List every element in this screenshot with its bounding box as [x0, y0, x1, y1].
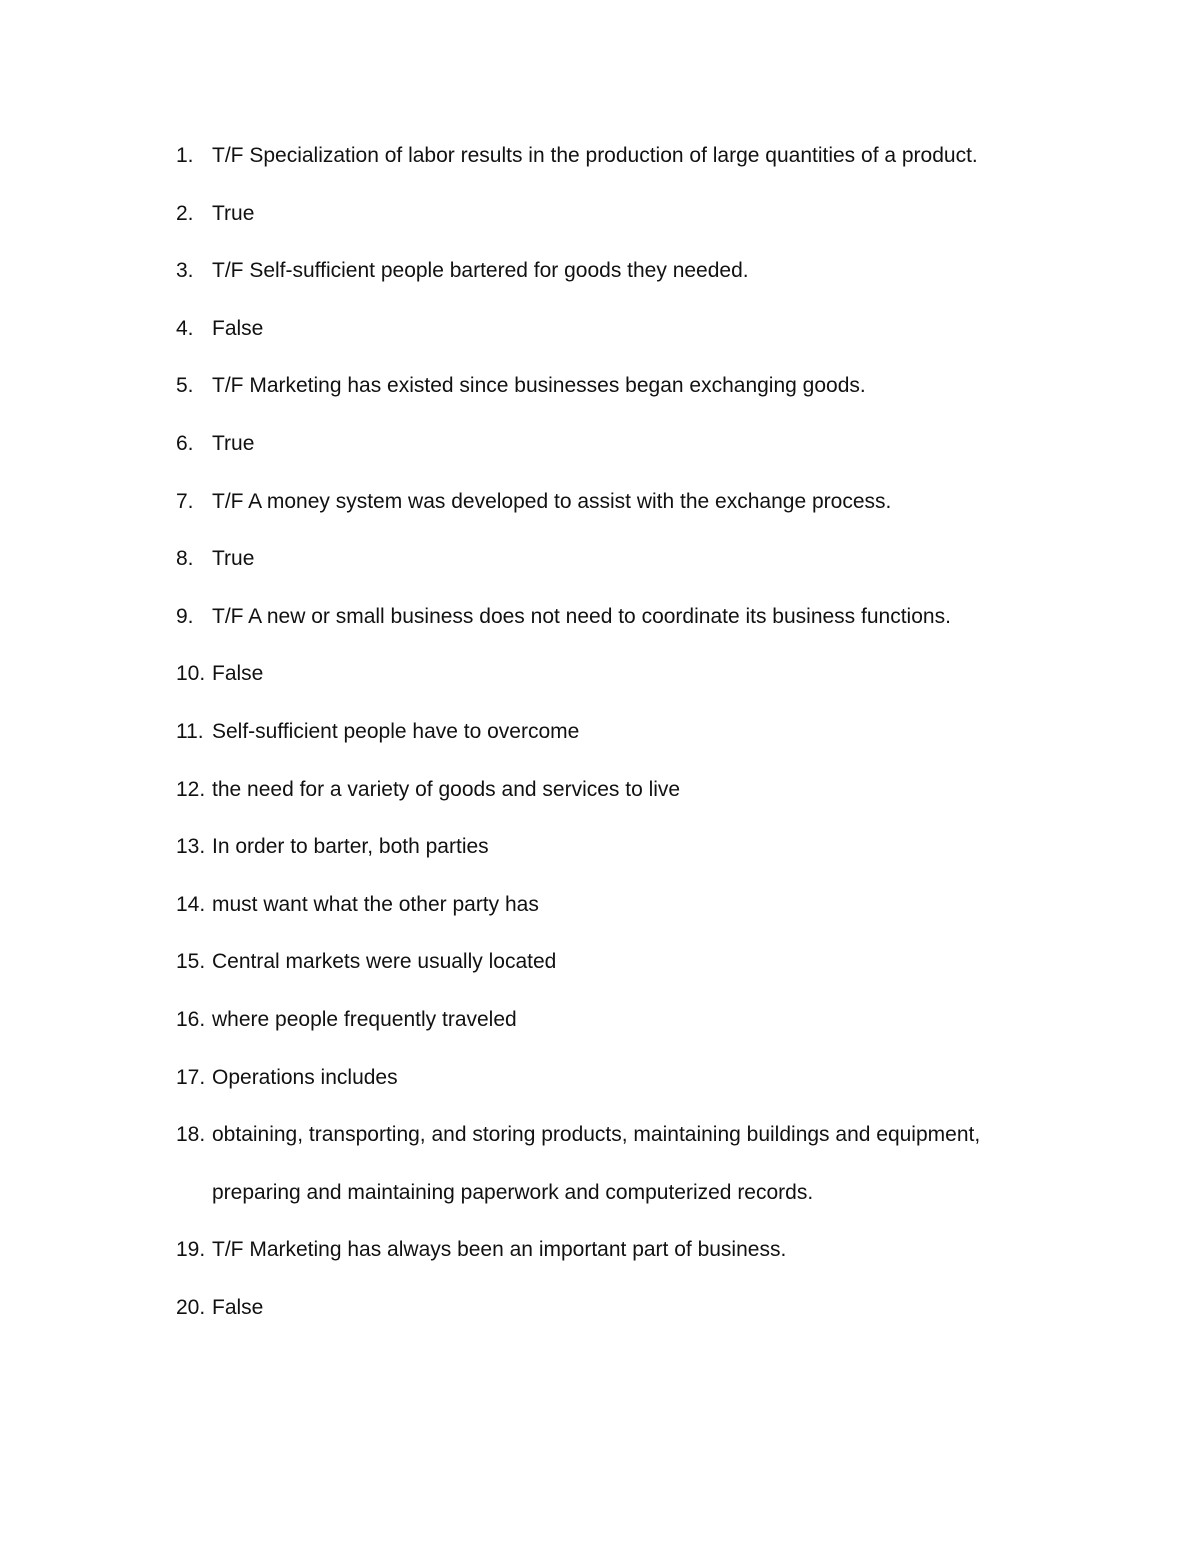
item-number: 20.: [176, 1295, 206, 1319]
item-text: T/F Marketing has always been an important part of business.: [212, 1238, 787, 1262]
item-number: 4.: [176, 316, 194, 340]
item-number: 5.: [176, 374, 194, 398]
item-text: obtaining, transporting, and storing products, maintaining buildings and equipment,: [212, 1123, 981, 1147]
item-text: the need for a variety of goods and services to live: [212, 777, 681, 801]
list-item: [176, 944, 1076, 980]
item-number: 3.: [176, 259, 194, 283]
item-text: False: [212, 316, 264, 340]
list-item: [176, 1290, 1076, 1326]
item-text: Central markets were usually located: [212, 950, 557, 974]
item-text: Operations includes: [212, 1065, 398, 1089]
item-text: where people frequently traveled: [212, 1007, 517, 1031]
list-item: [176, 772, 1076, 808]
item-text: False: [212, 662, 264, 686]
item-text: False: [212, 1295, 264, 1319]
list-item: [176, 311, 1076, 347]
item-text: True: [212, 201, 255, 225]
list-item: [176, 887, 1076, 923]
item-number: 15.: [176, 950, 206, 974]
list-item: [176, 1232, 1076, 1268]
list-item: [176, 829, 1076, 865]
item-text: True: [212, 431, 255, 455]
item-number: 13.: [176, 835, 206, 859]
item-number: 7.: [176, 489, 194, 513]
item-number: 18.: [176, 1123, 206, 1147]
numbered-list: [176, 138, 1076, 1347]
list-item: [176, 714, 1076, 750]
list-item: [176, 656, 1076, 692]
item-text-block: [212, 1117, 1076, 1211]
list-item: [176, 1060, 1076, 1096]
item-number: 1.: [176, 144, 194, 167]
item-number: 14.: [176, 892, 206, 916]
item-text: T/F Self-sufficient people bartered for goods they needed.: [212, 259, 749, 283]
item-number: 10.: [176, 662, 206, 686]
list-item: [176, 196, 1076, 232]
list-item: [176, 253, 1076, 289]
item-text: must want what the other party has: [212, 892, 539, 916]
item-number: 9.: [176, 604, 194, 628]
item-number: 16.: [176, 1007, 206, 1031]
list-item: [176, 599, 1076, 635]
list-item: [176, 541, 1076, 577]
list-item: [176, 1117, 1076, 1211]
item-text: T/F A money system was developed to assist with the exchange process.: [212, 489, 892, 513]
item-text: True: [212, 547, 255, 571]
item-text-continued: preparing and maintaining paperwork and computerized records.: [212, 1180, 814, 1204]
list-item: [176, 368, 1076, 404]
item-text: T/F Marketing has existed since businesses began exchanging goods.: [212, 374, 866, 398]
item-text: T/F A new or small business does not need to coordinate its business functions.: [212, 604, 951, 628]
item-number: 8.: [176, 547, 194, 571]
item-number: 2.: [176, 201, 194, 225]
item-text: In order to barter, both parties: [212, 835, 489, 859]
item-number: 17.: [176, 1065, 206, 1089]
list-item: [176, 1002, 1076, 1038]
list-item: [176, 426, 1076, 462]
item-number: 12.: [176, 777, 206, 801]
item-text: Self-sufficient people have to overcome: [212, 719, 580, 743]
item-number: 11.: [176, 719, 204, 743]
list-item: [176, 138, 1076, 174]
item-number: 19.: [176, 1238, 206, 1262]
list-item: [176, 484, 1076, 520]
item-number: 6.: [176, 431, 194, 455]
item-text: T/F Specialization of labor results in the production of large quantities of a product.: [212, 144, 978, 167]
